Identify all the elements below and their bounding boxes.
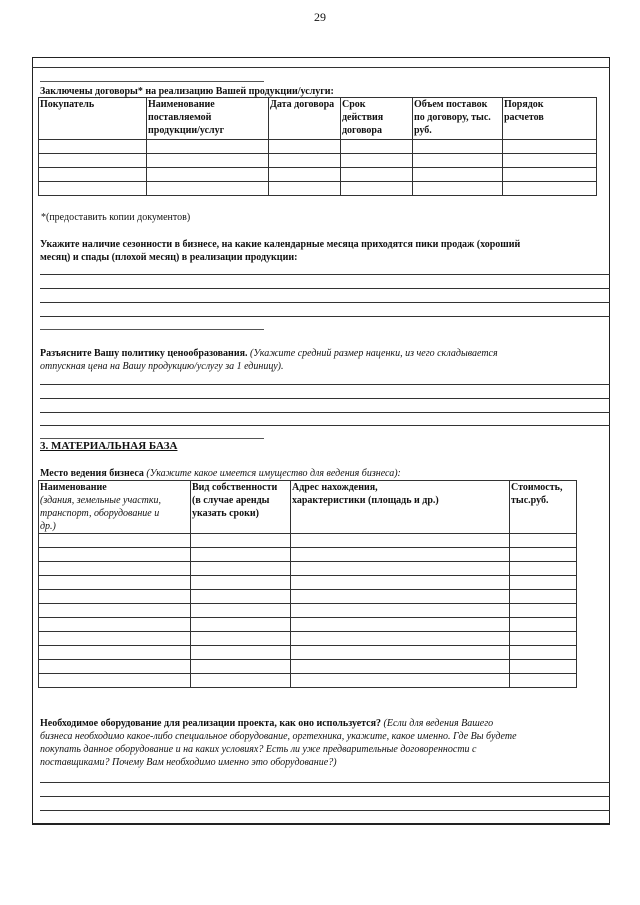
header-term: Срок действия договора [341,98,413,140]
pricing-question: Разъясните Вашу политику ценообразования. [40,348,248,359]
header-contract-date: Дата договора [269,98,341,140]
equipment-hint-start: (Если для ведения Вашего [383,718,494,729]
table-cell[interactable] [291,674,510,688]
material-header-row [39,481,577,534]
material-table [38,480,577,688]
answer-line [40,412,610,413]
contracts-body [39,140,597,196]
table-cell[interactable] [510,590,577,604]
place-prompt [40,467,401,480]
material-row [39,660,577,674]
material-row [39,632,577,646]
contracts-note: *(предоставить копии документов) [41,212,191,223]
table-cell[interactable] [291,576,510,590]
table-cell[interactable] [291,646,510,660]
table-cell[interactable] [269,140,341,154]
table-cell[interactable] [291,660,510,674]
table-cell[interactable] [291,548,510,562]
contracts-row [39,182,597,196]
material-row [39,674,577,688]
header-payment-order: Порядок расчетов [503,98,597,140]
equipment-hint-line: покупать данное оборудование и на каких условиях? Есть ли уже предварительные договоренности с [40,744,477,755]
table-cell[interactable] [39,674,191,688]
contracts-row [39,154,597,168]
place-question: Место ведения бизнеса [40,468,144,479]
table-cell[interactable] [503,154,597,168]
table-cell[interactable] [191,576,291,590]
table-cell[interactable] [269,182,341,196]
table-cell[interactable] [269,168,341,182]
table-cell[interactable] [191,674,291,688]
pricing-hint-2: отпускная цена на Вашу продукцию/услугу за 1 единицу). [40,361,284,372]
table-cell[interactable] [341,168,413,182]
contracts-row [39,168,597,182]
equipment-hint-line: поставщиками? Почему Вам необходимо именно это оборудование?) [40,757,337,768]
seasonality-line-2: месяц) и спады (плохой месяц) в реализации продукции: [40,252,298,263]
header-ownership: Вид собственности (в случае аренды указать сроки) [191,481,291,534]
table-cell[interactable] [291,590,510,604]
table-cell[interactable] [291,562,510,576]
pricing-line-1 [40,347,498,360]
table-cell[interactable] [510,674,577,688]
table-cell[interactable] [39,590,191,604]
equipment-line-1 [40,717,493,730]
table-cell[interactable] [191,534,291,548]
table-cell[interactable] [191,548,291,562]
table-cell[interactable] [413,154,503,168]
answer-line [40,288,610,289]
material-row [39,534,577,548]
table-cell[interactable] [341,154,413,168]
table-cell[interactable] [39,548,191,562]
table-cell[interactable] [510,548,577,562]
table-cell[interactable] [39,140,147,154]
table-cell[interactable] [341,140,413,154]
answer-line [40,425,610,426]
answer-line [40,274,610,275]
table-cell[interactable] [191,632,291,646]
table-cell[interactable] [39,154,147,168]
table-cell[interactable] [39,576,191,590]
equipment-question: Необходимое оборудование для реализации проекта, как оно используется? [40,718,382,729]
table-cell[interactable] [510,576,577,590]
answer-line [40,302,610,303]
table-cell[interactable] [510,604,577,618]
section-heading-material: 3. МАТЕРИАЛЬНАЯ БАЗА [40,440,178,452]
header-volume: Объем поставок по договору, тыс. руб. [413,98,503,140]
header-address: Адрес нахождения, характеристики (площадь и др.) [291,481,510,534]
contracts-title: Заключены договоры* на реализацию Вашей продукции/услуги: [40,86,334,97]
table-cell[interactable] [510,534,577,548]
material-row [39,604,577,618]
table-cell[interactable] [510,660,577,674]
header-cost: Стоимость, тыс.руб. [510,481,577,534]
header-product: Наименование поставляемой продукции/услуг [147,98,269,140]
answer-line [40,782,610,783]
contracts-header-row [39,98,597,140]
equipment-hint-line: бизнеса необходимо какое-либо специальное оборудование, оргтехника, укажите, какое именно. Где Вы будете [40,731,517,742]
page-number: 29 [314,10,326,24]
contracts-row [39,140,597,154]
answer-line [40,316,610,317]
short-divider [40,329,264,330]
table-cell[interactable] [191,618,291,632]
table-cell[interactable] [39,182,147,196]
material-body [39,534,577,688]
table-cell[interactable] [269,154,341,168]
table-cell[interactable] [510,632,577,646]
table-cell[interactable] [147,168,269,182]
answer-line [40,384,610,385]
table-cell[interactable] [191,590,291,604]
table-cell[interactable] [510,562,577,576]
table-cell[interactable] [341,182,413,196]
table-cell[interactable] [510,646,577,660]
material-row [39,618,577,632]
material-row [39,646,577,660]
table-cell[interactable] [191,660,291,674]
short-divider [40,438,264,439]
table-cell[interactable] [39,534,191,548]
contracts-table [38,97,597,196]
table-cell[interactable] [413,168,503,182]
table-cell[interactable] [291,534,510,548]
table-cell[interactable] [191,646,291,660]
answer-line [40,398,610,399]
table-cell[interactable] [147,182,269,196]
table-cell[interactable] [413,182,503,196]
pricing-hint-1: (Укажите средний размер наценки, из чего складывается [250,348,498,359]
table-cell[interactable] [291,632,510,646]
table-cell[interactable] [503,140,597,154]
table-cell[interactable] [503,182,597,196]
table-cell[interactable] [503,168,597,182]
material-row [39,562,577,576]
table-cell[interactable] [39,646,191,660]
table-cell[interactable] [291,618,510,632]
table-cell[interactable] [39,604,191,618]
table-cell[interactable] [147,154,269,168]
seasonality-line-1: Укажите наличие сезонности в бизнесе, на какие календарные месяца приходятся пики продаж (хороший [40,239,521,250]
table-cell[interactable] [510,618,577,632]
place-hint: (Укажите какое имеется имущество для ведения бизнеса): [146,468,401,479]
table-cell[interactable] [413,140,503,154]
table-cell[interactable] [39,660,191,674]
answer-line [40,810,610,811]
table-cell[interactable] [191,562,291,576]
table-cell[interactable] [39,562,191,576]
material-row [39,576,577,590]
material-row [39,548,577,562]
short-divider [40,81,264,82]
table-cell[interactable] [291,604,510,618]
answer-line [40,796,610,797]
header-name: Наименование (здания, земельные участки, транспорт, оборудование и др.) [39,481,191,534]
top-rule [32,67,610,68]
header-buyer: Покупатель [39,98,147,140]
table-cell[interactable] [191,604,291,618]
material-row [39,590,577,604]
table-cell[interactable] [39,168,147,182]
table-cell[interactable] [147,140,269,154]
table-cell[interactable] [39,632,191,646]
table-cell[interactable] [39,618,191,632]
